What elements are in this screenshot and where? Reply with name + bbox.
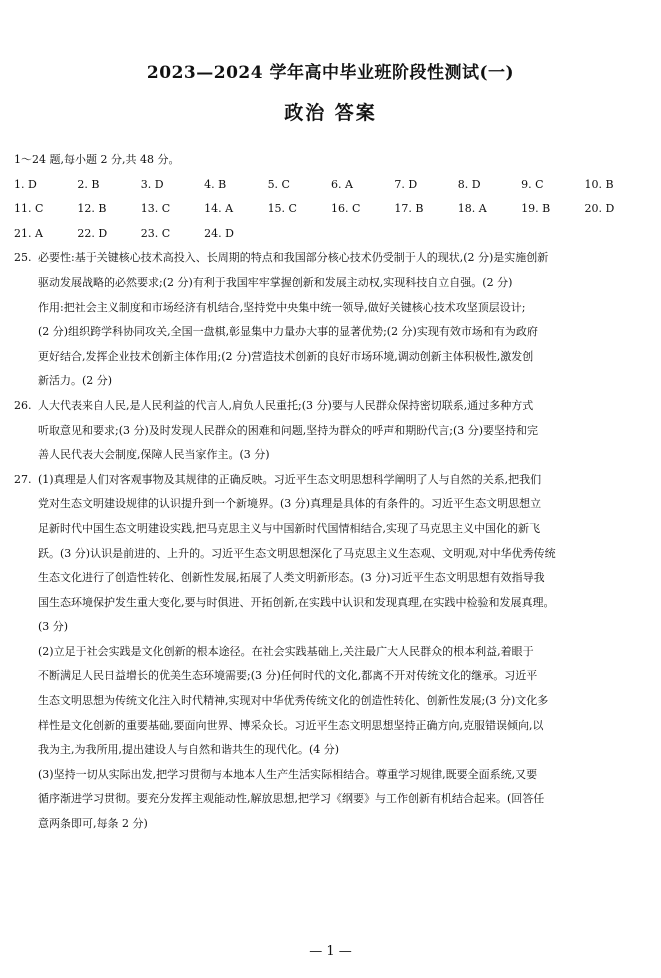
mc-answer-item: 14. A bbox=[204, 202, 234, 216]
answer-line: 党对生态文明建设规律的认识提升到一个新境界。(3 分)真理是具体的有条件的。习近平生态文明思想立 bbox=[38, 497, 542, 511]
mc-answer-item: 17. B bbox=[394, 202, 424, 216]
answer-line: 不断满足人民日益增长的优美生态环境需要;(3 分)任何时代的文化,都离不开对传统文化的继承。习近平 bbox=[38, 669, 538, 683]
mc-answer-item: 18. A bbox=[457, 202, 487, 216]
answer-content bbox=[14, 148, 648, 837]
answer-line: 意两条即可,每条 2 分) bbox=[38, 817, 148, 831]
answer-line: (3 分) bbox=[38, 620, 69, 634]
answer-line: 样性是文化创新的重要基础,要面向世界、博采众长。习近平生态文明思想坚持正确方向,克服错误倾向,以 bbox=[38, 718, 544, 732]
answer-line: 我为主,为我所用,提出建设人与自然和谐共生的现代化。(4 分) bbox=[38, 743, 340, 757]
page-subtitle: 政治 答案 bbox=[284, 102, 377, 124]
mc-answer-item: 8. D bbox=[457, 177, 481, 191]
mc-answer-item: 21. A bbox=[14, 226, 43, 240]
answer-line: 更好结合,发挥企业技术创新主体作用;(2 分)营造技术创新的良好市场环境,调动创新主体积极性,激发创 bbox=[38, 349, 534, 363]
answer-line: 善人民代表大会制度,保障人民当家作主。(3 分) bbox=[38, 448, 270, 462]
question-number: 25. bbox=[14, 251, 32, 265]
mc-answer-item: 2. B bbox=[77, 177, 100, 191]
page-title: 2023—2024 学年高中毕业班阶段性测试(一) bbox=[146, 63, 515, 83]
answer-line: 生态文明思想为传统文化注入时代精神,实现对中华优秀传统文化的创造性转化、创新性发展;(3 分)文化多 bbox=[38, 694, 549, 708]
mc-answer-item: 3. D bbox=[140, 177, 164, 191]
answer-line: 听取意见和要求;(3 分)及时发现人民群众的困难和问题,坚持为群众的呼声和期盼代言;(3 分)要坚持和完 bbox=[38, 423, 539, 437]
answer-line: 必要性:基于关键核心技术高投入、长周期的特点和我国部分核心技术仍受制于人的现状,(2 分)是实施创新 bbox=[38, 251, 549, 265]
question-number: 26. bbox=[14, 398, 32, 412]
answer-line: 新活力。(2 分) bbox=[38, 374, 113, 388]
answer-line: 作用:把社会主义制度和市场经济有机结合,坚持党中央集中统一领导,做好关键核心技术攻坚顶层设计; bbox=[38, 300, 526, 314]
mc-answer-item: 4. B bbox=[204, 177, 227, 191]
mc-answer-item: 19. B bbox=[521, 202, 551, 216]
answer-line: (1)真理是人们对客观事物及其规律的正确反映。习近平生态文明思想科学阐明了人与自然的关系,把我们 bbox=[38, 472, 542, 486]
mc-answer-item: 11. C bbox=[14, 202, 44, 216]
mc-intro: 1～24 题,每小题 2 分,共 48 分。 bbox=[14, 153, 180, 166]
question-27-answer bbox=[38, 468, 648, 837]
answer-line: 人大代表来自人民,是人民利益的代言人,肩负人民重托;(3 分)要与人民群众保持密切联系,通过多种方式 bbox=[38, 398, 534, 412]
answer-line: (3)坚持一切从实际出发,把学习贯彻与本地本人生产生活实际相结合。尊重学习规律,既要全面系统,又要 bbox=[38, 767, 538, 781]
page-number: — 1 — bbox=[309, 944, 352, 959]
question-26 bbox=[14, 394, 648, 468]
question-number: 27. bbox=[14, 472, 32, 486]
mc-answer-item: 9. C bbox=[521, 177, 544, 191]
question-25-answer bbox=[38, 246, 648, 394]
answer-line: 生态文化进行了创造性转化、创新性发展,拓展了人类文明新形态。(3 分)习近平生态文明思想有效指导我 bbox=[38, 571, 545, 585]
answer-line: 循序渐进学习贯彻。要充分发挥主观能动性,解放思想,把学习《纲要》与工作创新有机结合起来。(回答任 bbox=[38, 792, 545, 806]
mc-answer-item: 13. C bbox=[140, 202, 171, 216]
mc-answer-item: 16. C bbox=[330, 202, 361, 216]
mc-answer-item: 12. B bbox=[77, 202, 107, 216]
mc-answer-item: 5. C bbox=[267, 177, 290, 191]
answer-line: 驱动发展战略的必然要求;(2 分)有利于我国牢牢掌握创新和发展主动权,实现科技自立自强。(2 分) bbox=[38, 275, 513, 289]
mc-answer-item: 6. A bbox=[330, 177, 353, 191]
question-26-answer bbox=[38, 394, 648, 468]
question-27 bbox=[14, 468, 648, 837]
answer-line: 足新时代中国生态文明建设实践,把马克思主义与中国新时代国情相结合,实现了马克思主义中国化的新飞 bbox=[38, 521, 540, 535]
question-25 bbox=[14, 246, 648, 394]
mc-answer-grid bbox=[14, 173, 648, 247]
mc-answer-item: 23. C bbox=[140, 226, 171, 240]
mc-answer-item: 1. D bbox=[14, 177, 37, 191]
answer-line: (2)立足于社会实践是文化创新的根本途径。在社会实践基础上,关注最广大人民群众的根本利益,着眼于 bbox=[38, 644, 534, 658]
mc-answer-item: 7. D bbox=[394, 177, 418, 191]
mc-answer-item: 22. D bbox=[77, 226, 108, 240]
answer-line: (2 分)组织跨学科协同攻关,全国一盘棋,彰显集中力量办大事的显著优势;(2 分)实现有效市场和有为政府 bbox=[38, 325, 538, 339]
answer-line: 国生态环境保护发生重大变化,要与时俱进、开拓创新,在实践中认识和发现真理,在实践中检验和发展真理。 bbox=[38, 595, 555, 609]
mc-answer-item: 20. D bbox=[584, 202, 615, 216]
mc-answer-item: 24. D bbox=[204, 226, 234, 240]
answer-line: 跃。(3 分)认识是前进的、上升的。习近平生态文明思想深化了马克思主义生态观、文明观,对中华优秀传统 bbox=[38, 546, 556, 560]
mc-answer-item: 10. B bbox=[584, 177, 614, 191]
mc-answer-item: 15. C bbox=[267, 202, 297, 216]
